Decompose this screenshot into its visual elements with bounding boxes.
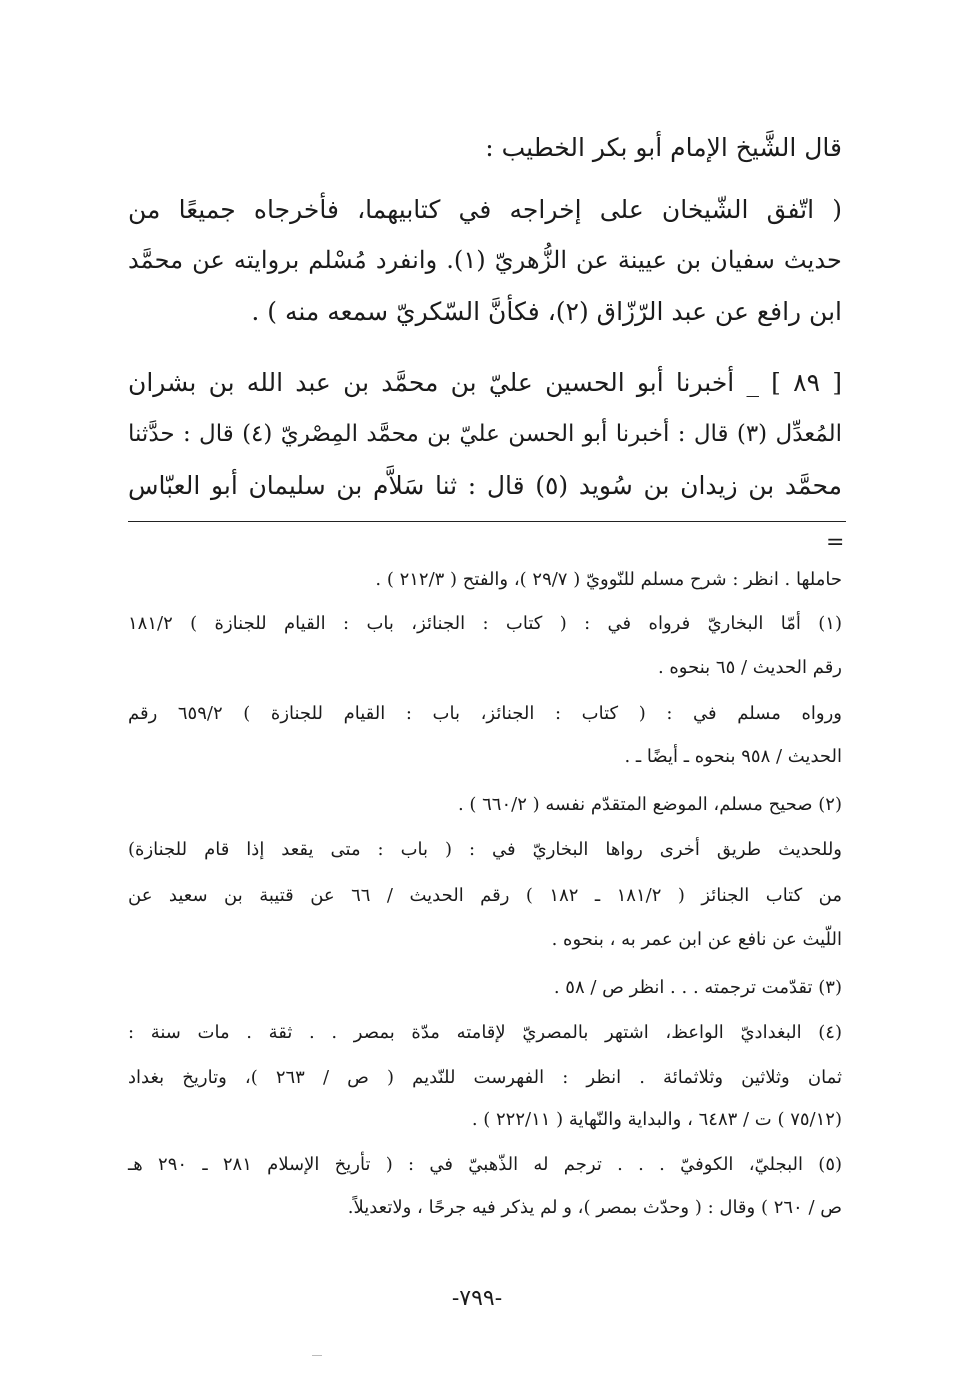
- para1-line-3: ابن رافع عن عبد الرّزّاق (٢)، فكأنَّ السّكريّ سمعه منه ) .: [251, 297, 842, 326]
- footnote-2-line-2: وللحديث طريق أخرى رواها البخاريّ في : ( باب : متى يقعد إذا قام للجنازة): [128, 839, 842, 860]
- footnote-5-line-2: ص / ٢٦٠ ) وقال : ( وحدّث بمصر )، و لم يذكر فيه جرحًا ، ولاتعديلاً.: [347, 1197, 842, 1218]
- footnote-2-line-4: اللّيث عن نافع عن ابن عمر به ، بنحوه .: [551, 929, 842, 950]
- footnote-4-line-1: (٤) البغداديّ الواعظ، اشتهر بالمصريّ لإقامته مدّة بمصر . . ثقة . مات سنة :: [128, 1022, 842, 1043]
- footnote-5-line-1: (٥) البجليّ، الكوفيّ . . . ترجم له الذّهبيّ في : ( تأريخ الإسلام ٢٨١ ـ ٢٩٠ هـ: [128, 1154, 843, 1175]
- footnote-2-line-1: (٢) صحيح مسلم، الموضع المتقدّم نفسه ( ٦٦٠/٢ ) .: [457, 794, 842, 815]
- footnote-separator: [128, 521, 846, 522]
- footnote-1-line-3: ورواه مسلم في : ( كتاب : الجنائز، باب : القيام للجنازة ) ٦٥٩/٢ رقم: [128, 703, 842, 724]
- page-number: -٧٩٩-: [451, 1286, 503, 1311]
- intro-line: قال الشَّيخ الإمام أبو بكر الخطيب :: [485, 133, 842, 162]
- para1-line-1: ( اتّفق الشّيخان على إخراجه في كتابيهما، فأخرجاه جميعًا من: [128, 195, 842, 224]
- footnote-1-line-4: الحديث / ٩٥٨ بنحوه ـ أيضًا ـ .: [624, 746, 842, 767]
- footnote-4-line-3: (٧٥/١٢ ) ت / ٦٤٨٣ ، والبداية والنّهاية ( ٢٢٢/١١ ) .: [471, 1109, 842, 1130]
- footnote-1-line-2: رقم الحديث / ٦٥ بنحوه .: [657, 657, 842, 678]
- footnote-continuation: حاملها . انظر : شرح مسلم للنّوويّ ( ٢٩/٧ )، والفتح ( ٢١٢/٣ ) .: [375, 569, 842, 590]
- scan-speck: [312, 1355, 322, 1356]
- para1-line-2: حديث سفيان بن عيينة عن الزُّهريّ (١). وانفرد مُسْلم بروايته عن محمَّد: [128, 246, 842, 274]
- para2-line-2: المُعدِّل (٣) قال : أخبرنا أبو الحسن عليّ بن محمَّد المِصْريّ (٤) قال : حدَّثنا: [128, 421, 842, 447]
- para2-line-3: محمَّد بن زيدان بن سُويد (٥) قال : ثنا سَلاَّم بن سليمان أبو العبّاس: [128, 471, 842, 500]
- para2-line-1: [ ٨٩ ] _ أخبرنا أبو الحسين عليّ بن محمَّد بن عبد الله بن بشران: [128, 368, 843, 397]
- footnote-continuation-mark: =: [826, 530, 845, 555]
- footnote-2-line-3: من كتاب الجنائز ( ١٨١/٢ ـ ١٨٢ ) رقم الحديث / ٦٦ عن قتيبة بن سعيد عن: [128, 885, 842, 906]
- footnote-3: (٣) تقدّمت ترجمته . . . انظر ص / ٥٨ .: [553, 977, 842, 998]
- footnote-4-line-2: ثمان وثلاثين وثلاثمائة . انظر : الفهرست للنّديم ( ص / ٢٦٣ )، وتاريخ بغداد: [128, 1067, 842, 1088]
- footnote-1-line-1: (١) أمّا البخاريّ فرواه في : ( كتاب : الجنائز، باب : القيام للجنازة ) ١٨١/٢: [128, 613, 842, 634]
